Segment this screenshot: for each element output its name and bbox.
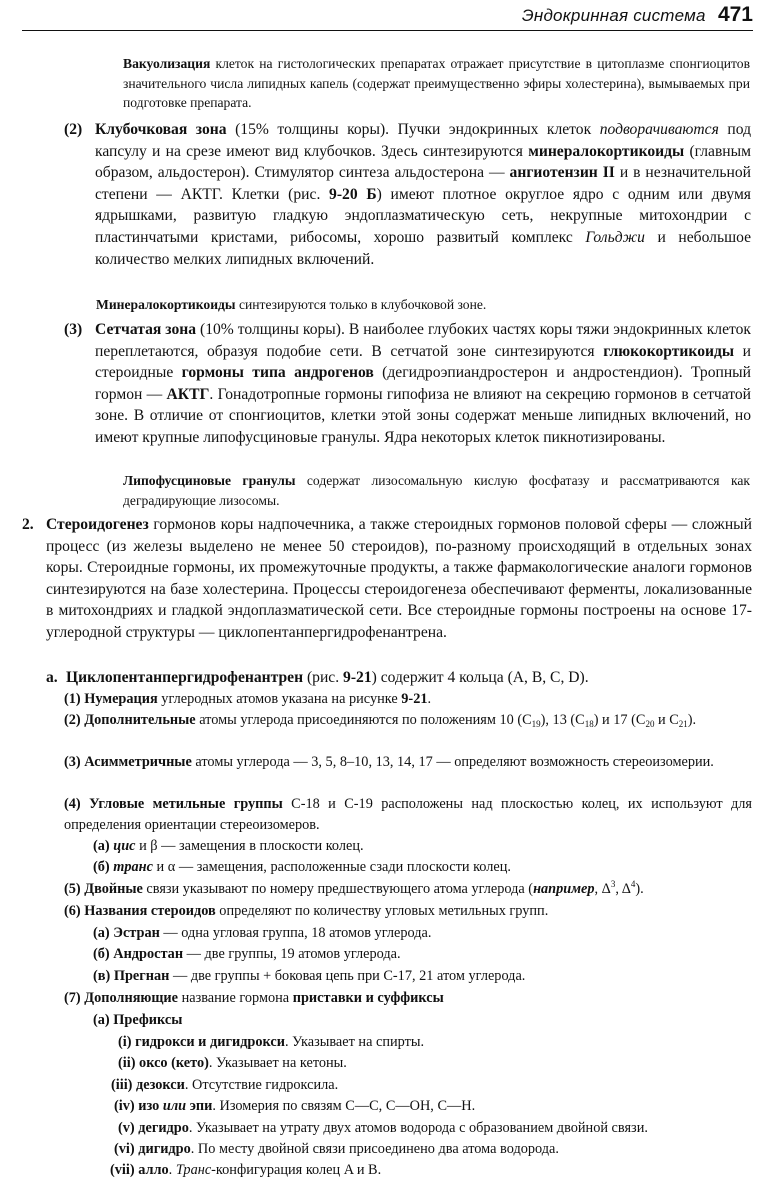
list-item-cis: (а) цис и β — замещения в плоскости колец. [93, 838, 364, 854]
list-item-supplementary: (7) Дополняющие название гормона приставки и суффиксы [64, 990, 444, 1006]
section-cyclopentane: Циклопентанпергидрофенантрен (рис. 9-21) содержит 4 кольца (A, B, C, D). [66, 669, 589, 686]
running-header [22, 4, 753, 31]
note-mineralocorticoids: Минералокортикоиды синтезируются только в клубочковой зоне. [96, 297, 487, 312]
prefix-item-dehydro: (v) дегидро. Указывает на утрату двух атомов водорода с образованием двойной связи. [118, 1120, 648, 1136]
prefix-item-hydroxy: (i) гидрокси и дигидрокси. Указывает на спирты. [118, 1034, 425, 1050]
item-marker: а. [46, 669, 58, 686]
prefix-item-dihydro: (vi) дигидро. По месту двойной связи присоединено два атома водорода. [114, 1141, 559, 1157]
section-glomerular-zone: Клубочковая зона (15% толщины коры). Пучки эндокринных клеток подворачиваются под капсулу и на срезе имеют вид клубочков. Здесь синтезируются минералокортикоиды (главным образом, альдостерон). Стимулятор синтеза альдостерона — ангиотензин II и в незначительной степени — АКТГ. Клетки (рис. 9-20 Б) имеют плотное округлое ядро с одним или двумя ядрышками, развитую гладкую эндоплазматическую сеть, некрупные митохондрии с пластинчатыми кристами, рибосомы, хорошо развитый комплекс Гольджи и небольшое количество мелких липидных включений. [95, 121, 752, 268]
note-vacuolization: Вакуолизация клеток на гистологических препаратах отражает присутствие в цитоплазме спонгиоцитов значительного числа липидных капель (содержат преимущественно эфиры холестерина), вымываемых при подготовке препарата. [123, 56, 750, 111]
section-reticular-zone: Сетчатая зона (10% толщины коры). В наиболее глубоких частях коры тяжи эндокринных клеток переплетаются, образуя подобие сети. В сетчатой зоне синтезируются глюкокортикоиды и стероидные гормоны типа андрогенов (дегидроэпиандростерон и андростендион). Тропный гормон — АКТГ. Гонадотропные гормоны гипофиза не влияют на секрецию гормонов в сетчатой зоне. В отличие от спонгиоцитов, клетки этой зоны содержат меньше липидных включений, но имеют крупные липофусциновые гранулы. Ядра некоторых клеток пикнотизированы. [95, 321, 752, 446]
list-item-pregnane: (в) Прегнан — две группы + боковая цепь при C-17, 21 атом углерода. [93, 968, 526, 984]
item-marker: (2) [64, 121, 83, 138]
list-item-additional: (2) Дополнительные атомы углерода присоединяются по положениям 10 $(C_{19})$, 13 $(C_{18})$ и 17 ($C_{20}$ и $C_{21}$). [64, 712, 697, 729]
list-item-steroid-names: (6) Названия стероидов определяют по количеству угловых метильных групп. [64, 903, 549, 919]
item-marker: (3) [64, 321, 83, 338]
note-lipofuscin: Липофусциновые гранулы содержат лизосомальную кислую фосфатазу и рассматриваются как деградирующие лизосомы. [123, 473, 750, 508]
list-item-trans: (б) транс и α — замещения, расположенные сзади плоскости колец. [93, 859, 511, 875]
page-number: 471 [717, 3, 753, 26]
item-marker: 2. [22, 516, 34, 533]
prefix-item-allo: (vii) алло. Транс-конфигурация колец A и B. [110, 1162, 382, 1178]
list-item-methyl-groups: (4) Угловые метильные группы C-18 и C-19 расположены над плоскостью колец, их используют для определения ориентации стереоизомеров. [64, 796, 752, 834]
list-item-double-bonds: (5) Двойные связи указывают по номеру предшествующего атома углерода (например, $\Delta^3$, $\Delta^4$). [64, 879, 644, 897]
list-item-estrane: (а) Эстран — одна угловая группа, 18 атомов углерода. [93, 925, 432, 941]
prefix-item-oxo: (ii) оксо (кето). Указывает на кетоны. [118, 1055, 347, 1071]
list-item-prefixes: (а) Префиксы [93, 1012, 183, 1028]
list-item-asymmetric: (3) Асимметричные атомы углерода — 3, 5, 8–10, 13, 14, 17 — определяют возможность стереоизомерии. [64, 754, 714, 770]
running-title: Эндокринная система [521, 6, 706, 25]
section-steroidogenesis: Стероидогенез гормонов коры надпочечника, а также стероидных гормонов половой сферы — сложный процесс (из железы выделено не менее 50 стероидов), по-разному происходящий в отдельных зонах коры. Стероидные гормоны, их промежуточные продукты, а также фармакологические аналоги гормонов синтезируются на базе холестерина. Процессы стероидогенеза обеспечивают ферменты, локализованные в митохондриях и гладкой эндоплазматической сети. Все стероидные гормоны построены на основе 17-углеродной структуры — циклопентанпергидрофенантрена. [46, 516, 752, 641]
list-item-androstane: (б) Андростан — две группы, 19 атомов углерода. [93, 946, 401, 962]
prefix-item-iso: (iv) изо или эпи. Изомерия по связям C—C, C—OH, C—H. [114, 1098, 476, 1114]
prefix-item-deoxy: (iii) дезокси. Отсутствие гидроксила. [111, 1077, 339, 1093]
list-item-numbering: (1) Нумерация углеродных атомов указана на рисунке 9-21. [64, 691, 432, 707]
